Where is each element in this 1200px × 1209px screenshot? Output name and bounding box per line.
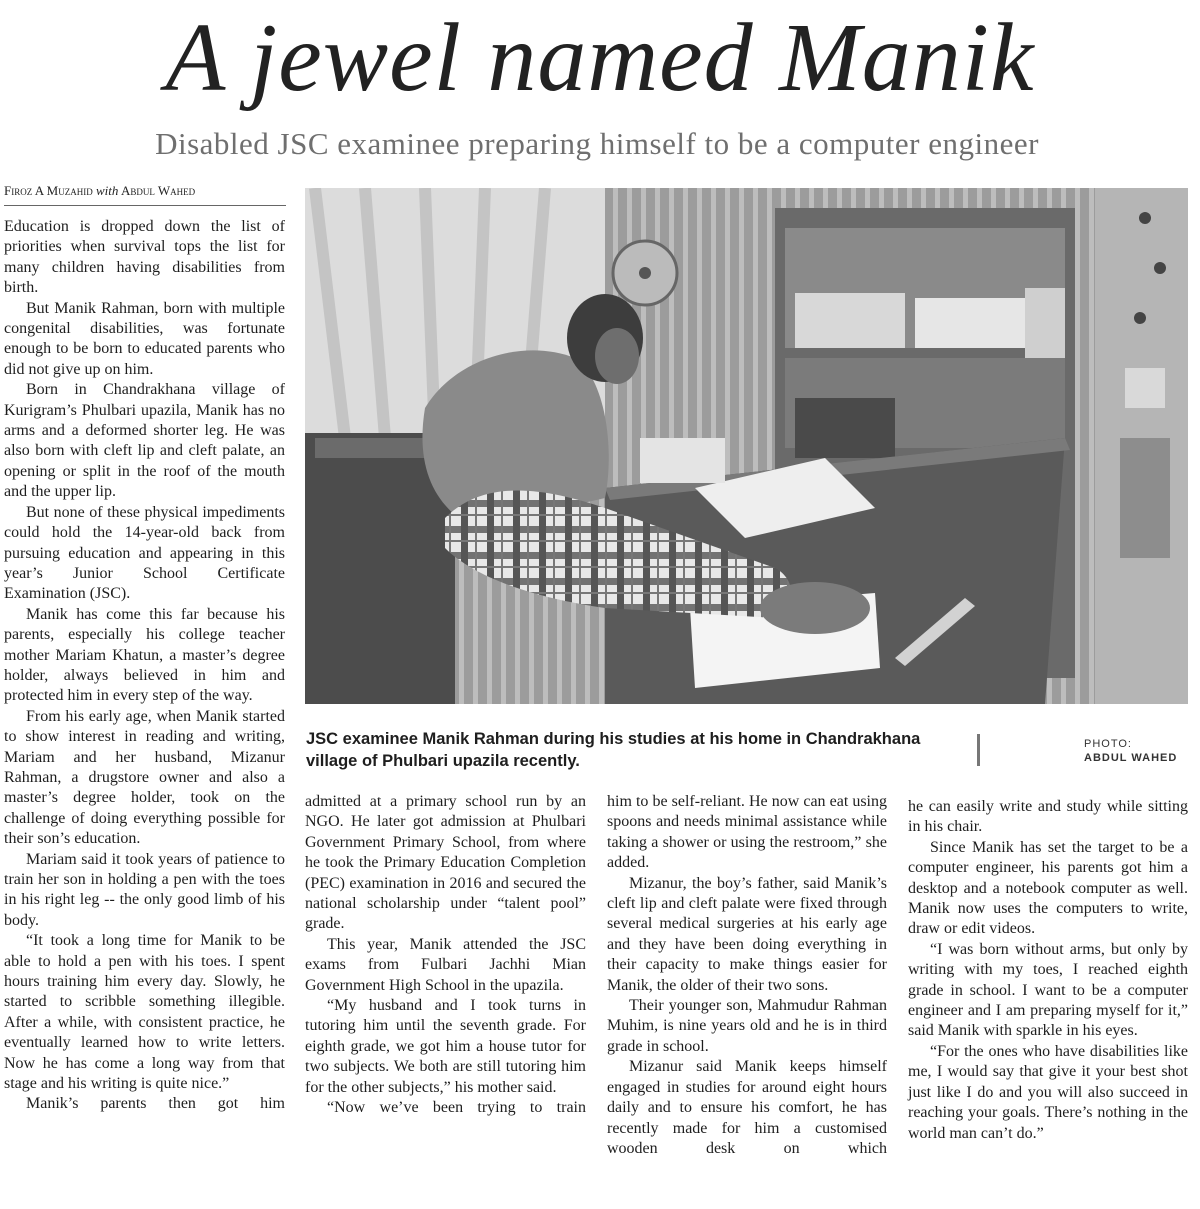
byline xyxy=(4,181,286,206)
photo-credit-name: ABDUL WAHED xyxy=(1084,752,1178,764)
article-column-4 xyxy=(908,797,1188,1144)
paragraph: Mariam said it took years of patience to train her son in holding a pen with the toes in his right leg -- the only good limb of his body. xyxy=(4,850,285,929)
paragraph: “It took a long time for Manik to be able to hold a pen with his toes. I spent hours training him every day. Slowly, he started to scribble something illegible. After a while, with consistent practice, he eventually learned how to write letters. Now he has come a long way from that stage and his writing is quite nice.” xyxy=(4,932,285,1093)
paragraph: Mizanur, the boy’s father, said Manik’s cleft lip and cleft palate were fixed through several medical surgeries at his early age and they have been doing everything in their capacity to make things easier for Manik, the older of their two sons. xyxy=(607,874,887,994)
subheadline: Disabled JSC examinee preparing himself to be a computer engineer xyxy=(155,126,1039,161)
paragraph: him to be self-reliant. He now can eat using spoons and needs minimal assistance while taking a shower or using the restroom,” she added. xyxy=(607,793,887,872)
paragraph: Manik’s parents then got him xyxy=(26,1095,285,1113)
paragraph: Mizanur said Manik keeps himself engaged in studies for around eight hours daily and to ensure his comfort, he has recently made for him a customised wooden desk on which xyxy=(607,1058,887,1157)
paragraph: Manik has come this far because his parents, especially his college teacher mother Mariam Khatun, a master’s degree holder, always believed in him and protected him in every step of the way. xyxy=(4,605,285,705)
paragraph: Born in Chandrakhana village of Kurigram’s Phulbari upazila, Manik has no arms and a deformed shorter leg. He was also born with cleft lip and cleft palate, an opening or split in the roof of the mouth and the upper lip. xyxy=(4,381,285,501)
paragraph: “Now we’ve been trying to train xyxy=(327,1099,586,1117)
paragraph: Their younger son, Mahmudur Rahman Muhim, is nine years old and he is in third grade in school. xyxy=(607,997,887,1055)
paragraph: This year, Manik attended the JSC exams from Fulbari Jachhi Mian Government High School in the upazila. xyxy=(305,935,586,994)
paragraph: “For the ones who have disabilities like me, I would say that give it your best shot just like I do and you will also succeed in reaching your goals. There’s nothing in the world man can’t do.” xyxy=(908,1042,1188,1142)
byline-with: with xyxy=(95,183,119,198)
byline-coauthor: Abdul Wahed xyxy=(120,183,196,198)
paragraph: he can easily write and study while sitting in his chair. xyxy=(908,798,1188,836)
caption-divider xyxy=(977,734,980,766)
paragraph: “I was born without arms, but only by writing with my toes, I reached eighth grade in school. I want to be a computer engineer and I am preparing myself for it,” said Manik with sparkle in his eyes. xyxy=(908,940,1188,1040)
headline: A jewel named Manik xyxy=(165,4,1035,112)
photo-illustration xyxy=(305,188,1188,704)
article-column-3 xyxy=(607,792,887,1159)
article-column-2 xyxy=(305,792,586,1119)
byline-author: Firoz A Muzahid xyxy=(4,183,93,198)
paragraph: Education is dropped down the list of priorities when survival tops the list for many children having disabilities from birth. xyxy=(4,218,285,297)
paragraph: admitted at a primary school run by an NGO. He later got admission at Phulbari Government Primary School, from where he took the Primary Education Completion (PEC) examination in 2016 and secured the national scholarship under “talent pool” grade. xyxy=(305,793,586,933)
paragraph: “My husband and I took turns in tutoring him until the seventh grade. For eighth grade, we got him a house tutor for two subjects. We both are still tutoring him for the other subjects,” his mother said. xyxy=(305,997,586,1096)
article-photo xyxy=(305,188,1188,704)
paragraph: From his early age, when Manik started to show interest in reading and writing, Mariam and her husband, Mizanur Rahman, a drugstore owner and also a master’s degree holder, took on the challenge of doing everything possible for their son’s education. xyxy=(4,707,285,848)
photo-caption: JSC examinee Manik Rahman during his studies at his home in Chandrakhana village of Phulbari upazila recently. xyxy=(306,730,921,770)
paragraph: Since Manik has set the target to be a computer engineer, his parents got him a desktop and a notebook computer as well. Manik now uses the computers to write, draw or edit videos. xyxy=(908,838,1188,938)
photo-credit-label: PHOTO: xyxy=(1084,738,1132,750)
photo-credit xyxy=(1084,737,1194,765)
paragraph: But none of these physical impediments could hold the 14-year-old back from pursuing education and appearing in this year’s Junior School Certificate Examination (JSC). xyxy=(4,503,285,603)
article-column-1 xyxy=(4,217,285,1115)
paragraph: But Manik Rahman, born with multiple congenital disabilities, was fortunate enough to be born to educated parents who did not give up on him. xyxy=(4,299,285,378)
